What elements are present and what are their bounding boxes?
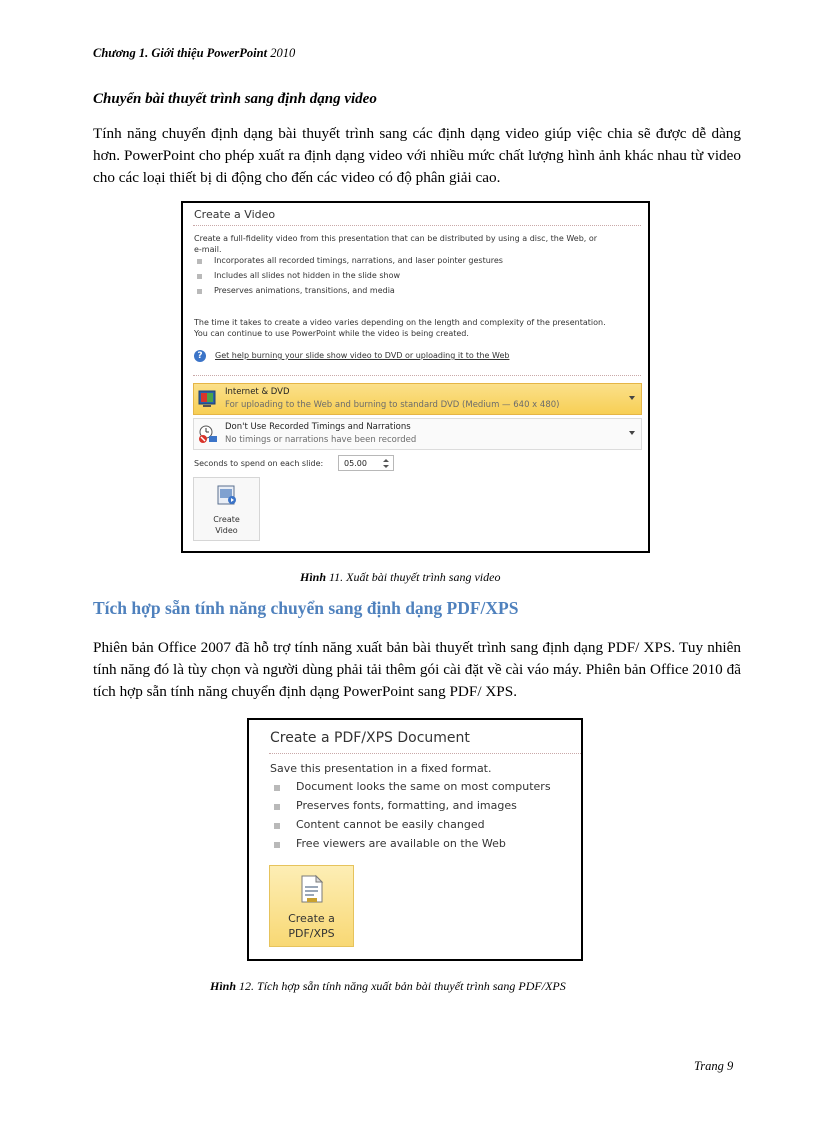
quality-dropdown[interactable] [193, 383, 642, 415]
bullet-marker [274, 804, 280, 810]
chapter-year: 2010 [270, 46, 296, 60]
bullet-marker [197, 289, 202, 294]
bullet-marker [274, 842, 280, 848]
video-description-line1: Create a full-fidelity video from this presentation that can be distributed by using a disc, the Web, or [194, 234, 598, 243]
pdf-bullet-2: Preserves fonts, formatting, and images [296, 799, 517, 812]
create-pdf-button[interactable] [269, 865, 354, 947]
seconds-spinner[interactable] [338, 455, 394, 471]
bullet-marker [197, 274, 202, 279]
quality-subtitle: For uploading to the Web and burning to standard DVD (Medium — 640 x 480) [225, 400, 560, 410]
running-header [93, 46, 295, 61]
create-video-label-2: Video [215, 526, 238, 535]
video-bullet-1: Incorporates all recorded timings, narrations, and laser pointer gestures [214, 256, 503, 265]
video-description-line2: e-mail. [194, 245, 222, 254]
timings-title: Don't Use Recorded Timings and Narrations [225, 422, 411, 432]
chapter-title: Chương 1. Giới thiệu PowerPoint [93, 46, 268, 60]
paragraph-pdf: Phiên bản Office 2007 đã hỗ trợ tính năng xuất bản bài thuyết trình sang định dạng PDF/ XPS. Tuy nhiên tính năng đó là tùy chọn và người dùng phải tải thêm gói cài đặt về cài váo máy. Phiên bản Office 2010 đã tích hợp sẵn tính năng chuyển định dạng PowerPoint sang PDF/ XPS. [93, 639, 741, 700]
figure-caption-11 [300, 570, 500, 585]
title-divider [269, 753, 581, 754]
help-link[interactable]: Get help burning your slide show video to DVD or uploading it to the Web [215, 351, 510, 360]
create-video-screenshot [181, 201, 650, 553]
pdf-bullet-4: Free viewers are available on the Web [296, 837, 506, 850]
create-video-label-1: Create [213, 515, 240, 524]
pdf-intro: Save this presentation in a fixed format. [270, 762, 492, 775]
video-note-line1: The time it takes to create a video varies depending on the length and complexity of the presentation. [194, 318, 606, 327]
create-pdf-label-1: Create a [288, 912, 335, 925]
create-pdf-title: Create a PDF/XPS Document [270, 730, 470, 746]
spin-down-icon[interactable] [383, 465, 389, 468]
spin-up-icon[interactable] [383, 459, 389, 462]
caption-text: 11. Xuất bài thuyết trình sang video [329, 570, 501, 584]
video-bullet-3: Preserves animations, transitions, and media [214, 286, 395, 295]
title-divider [193, 225, 641, 226]
video-note-line2: You can continue to use PowerPoint while the video is being created. [194, 329, 469, 338]
seconds-value[interactable]: 05.00 [344, 459, 367, 468]
section-heading-pdf: Tích hợp sẵn tính năng chuyển sang định dạng PDF/XPS [93, 598, 519, 618]
caption-label: Hình [210, 979, 237, 993]
monitor-dvd-icon [198, 389, 218, 409]
bullet-marker [274, 785, 280, 791]
caption-text: 12. Tích hợp sẵn tính năng xuất bản bài thuyết trình sang PDF/XPS [239, 979, 566, 993]
seconds-label: Seconds to spend on each slide: [194, 459, 324, 468]
pdf-document-icon [299, 874, 325, 904]
section-divider [193, 375, 641, 376]
bullet-marker [274, 823, 280, 829]
page-number: Trang 9 [694, 1059, 734, 1073]
clock-no-narration-icon [198, 424, 218, 444]
caption-label: Hình [300, 570, 327, 584]
timings-subtitle: No timings or narrations have been recorded [225, 435, 417, 445]
section-heading-video: Chuyển bài thuyết trình sang định dạng video [93, 91, 377, 107]
pdf-bullet-1: Document looks the same on most computers [296, 780, 551, 793]
chevron-down-icon [629, 431, 635, 435]
video-file-icon [216, 484, 238, 506]
help-icon[interactable]: ? [194, 350, 206, 362]
pdf-bullet-3: Content cannot be easily changed [296, 818, 485, 831]
create-video-button[interactable] [193, 477, 260, 541]
chevron-down-icon [629, 396, 635, 400]
paragraph-video: Tính năng chuyển định dạng bài thuyết trình sang các định dạng video giúp việc chia sẽ được dễ dàng hơn. PowerPoint cho phép xuất ra định dạng video với nhiều mức chất lượng hình ảnh khác nhau từ video cho các loại thiết bị di động cho đến các video có độ phân giải cao. [93, 125, 741, 186]
create-pdf-label-2: PDF/XPS [288, 927, 335, 940]
video-bullet-2: Includes all slides not hidden in the slide show [214, 271, 401, 280]
create-pdf-screenshot [247, 718, 583, 961]
quality-title: Internet & DVD [225, 387, 290, 397]
bullet-marker [197, 259, 202, 264]
figure-caption-12 [210, 979, 566, 994]
create-video-title: Create a Video [194, 208, 276, 221]
timings-dropdown[interactable] [193, 418, 642, 450]
